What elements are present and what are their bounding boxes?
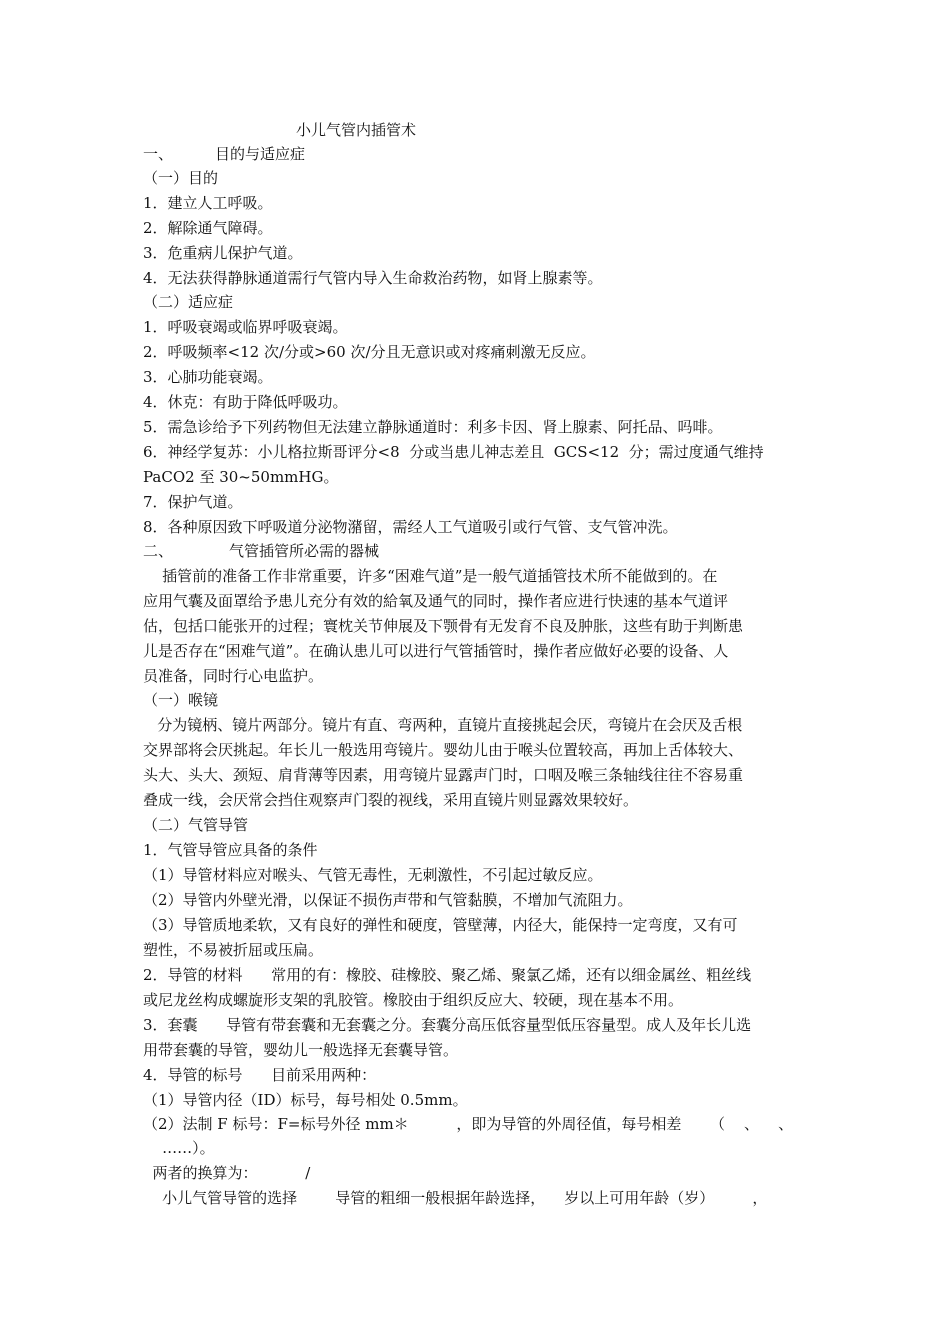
subheading-tracheal-tube: （二）气管导管 [143,816,249,834]
paragraph-line: 估，包括口能张开的过程；寰枕关节伸展及下颚骨有无发育不良及肿胀，这些有助于判断患 [143,617,744,635]
list-item-continued: 塑性，不易被折屈或压扁。 [143,941,324,959]
paragraph-line: 小儿气管导管的选择 导管的粗细一般根据年龄选择， 岁以上可用年龄（岁） ， [143,1189,768,1207]
paragraph-line: 分为镜柄、镜片两部分。镜片有直、弯两种，直镜片直接挑起会厌，弯镜片在会厌及舌根 [143,716,743,734]
section-heading-2 [143,541,379,561]
paragraph-line: 头大、头大、颈短、肩背薄等因素，用弯镜片显露声门时，口咽及喉三条轴线往往不容易重 [143,766,744,784]
paragraph-line: 儿是否存在“困难气道”。在确认患儿可以进行气管插管时，操作者应做好必要的设备、人 [143,642,729,660]
list-item: 4．无法获得静脉通道需行气管内导入生命救治药物，如肾上腺素等。 [143,269,603,287]
section-heading-1 [143,144,305,164]
paragraph-line: 员准备，同时行心电监护。 [143,667,324,685]
list-item-continued: 或尼龙丝构成螺旋形支架的乳胶管。橡胶由于组织反应大、较硬，现在基本不用。 [143,991,684,1009]
list-item: 1．呼吸衰竭或临界呼吸衰竭。 [143,318,348,336]
list-item: （2）法制 F 标号：F=标号外径 mm＊ ，即为导管的外周径值，每号相差 （ 、 、 [143,1115,794,1133]
list-item: （1）导管内径（ID）标号，每号相处 0.5mm。 [143,1091,468,1109]
list-item: 1．气管导管应具备的条件 [143,841,318,859]
paragraph-line: 插管前的准备工作非常重要，许多“困难气道”是一般气道插管技术所不能做到的。在 [143,567,718,585]
list-item: 3．心肺功能衰竭。 [143,368,273,386]
list-item: 5．需急诊给予下列药物但无法建立静脉通道时：利多卡因、肾上腺素、阿托品、吗啡。 [143,418,723,436]
subheading-laryngoscope: （一）喉镜 [143,691,219,709]
list-item: （1）导管材料应对喉头、气管无毒性，无刺激性，不引起过敏反应。 [143,866,603,884]
list-item-continued: PaCO2 至 30~50mmHG。 [143,468,339,486]
section-number: 一、 [143,145,174,163]
section-title: 目的与适应症 [215,145,306,163]
list-item: 1．建立人工呼吸。 [143,194,273,212]
list-item: 7．保护气道。 [143,493,243,511]
list-item: 6．神经学复苏：小儿格拉斯哥评分<8 分或当患儿神志差且 GCS<12 分；需过度通气维持 [143,443,764,461]
paragraph-line: 两者的换算为： / [143,1164,311,1182]
page-title: 小儿气管内插管术 [296,121,417,139]
list-item: 2．解除通气障碍。 [143,219,273,237]
list-item-continued: 用带套囊的导管，婴幼儿一般选择无套囊导管。 [143,1041,459,1059]
list-item: 4．休克：有助于降低呼吸功。 [143,393,348,411]
list-item: 2．导管的材料 常用的有：橡胶、硅橡胶、聚乙烯、聚氯乙烯，还有以细金属丝、粗丝线 [143,966,752,984]
section-title: 气管插管所必需的器械 [229,542,380,560]
list-item: 4．导管的标号 目前采用两种： [143,1066,377,1084]
list-item: 2．呼吸频率<12 次/分或>60 次/分且无意识或对疼痛刺激无反应。 [143,343,596,361]
subheading-indications: （二）适应症 [143,293,234,311]
list-item-continued: ……）。 [143,1139,215,1157]
section-number: 二、 [143,542,174,560]
subheading-purpose: （一）目的 [143,169,219,187]
list-item: 3．危重病儿保护气道。 [143,244,303,262]
list-item: 8．各种原因致下呼吸道分泌物潴留，需经人工气道吸引或行气管、支气管冲洗。 [143,518,678,536]
paragraph-line: 叠成一线，会厌常会挡住观察声门裂的视线，采用直镜片则显露效果较好。 [143,791,639,809]
paragraph-line: 应用气囊及面罩给予患儿充分有效的給氧及通气的同时，操作者应进行快速的基本气道评 [143,592,729,610]
paragraph-line: 交界部将会厌挑起。年长儿一般选用弯镜片。婴幼儿由于喉头位置较高，再加上舌体较大、 [143,741,744,759]
list-item: （2）导管内外壁光滑，以保证不损伤声带和气管黏膜，不增加气流阻力。 [143,891,633,909]
list-item: （3）导管质地柔软，又有良好的弹性和硬度，管壁薄，内径大，能保持一定弯度，又有可 [143,916,738,934]
list-item: 3．套囊 导管有带套囊和无套囊之分。套囊分高压低容量型低压容量型。成人及年长儿选 [143,1016,752,1034]
